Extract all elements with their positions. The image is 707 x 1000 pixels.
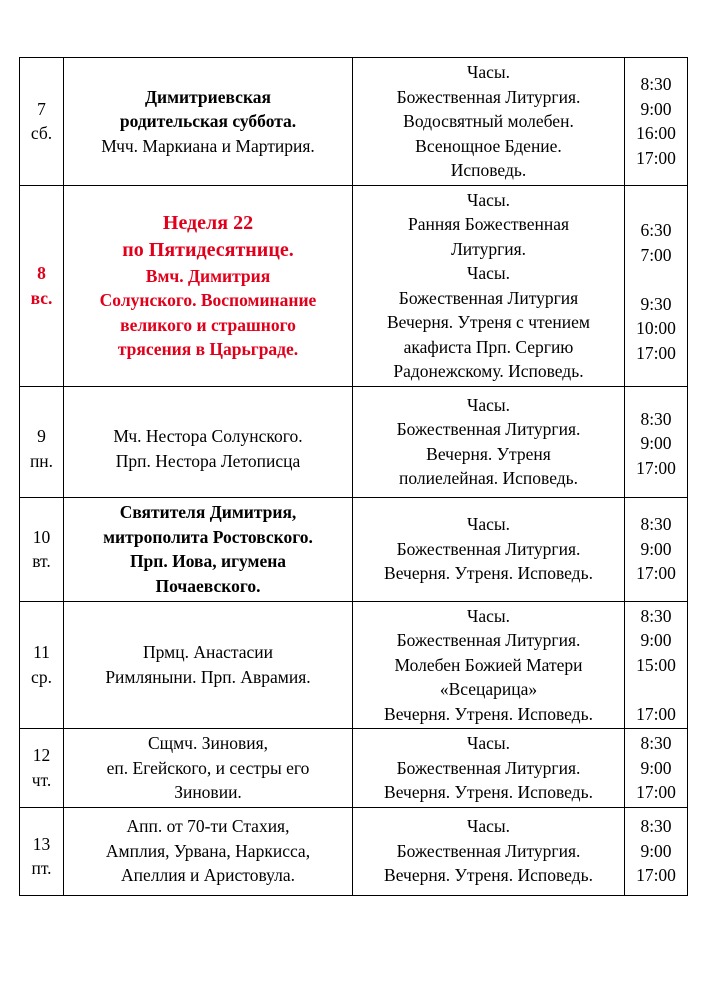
table-row: [20, 601, 688, 729]
day-number: 8: [37, 263, 46, 283]
service-line: Вечерня. Утреня с чтением: [387, 312, 590, 332]
time-line: 9:00: [640, 98, 672, 119]
time-line: 8:30: [640, 408, 672, 429]
weekday: ср.: [31, 666, 52, 687]
time-line: 10:00: [636, 318, 676, 338]
service-line: Вечерня. Утреня. Исповедь.: [384, 865, 593, 886]
time-line: 7:00: [640, 244, 672, 265]
time-line: 8:30: [640, 74, 672, 95]
table-row: [20, 729, 688, 808]
feast-line: Прп. Нестора Летописца: [115, 450, 301, 471]
feast-line: еп. Егейского, и сестры его: [106, 757, 310, 778]
services-cell: [353, 58, 625, 186]
date-cell: [20, 185, 64, 386]
feast-cell: [64, 497, 353, 601]
service-line: Часы.: [466, 733, 511, 753]
time-line: 9:00: [640, 538, 672, 559]
feast-line: великого и страшного: [120, 314, 296, 335]
time-line: 9:00: [640, 757, 672, 778]
feast-line: Почаевского.: [155, 575, 261, 596]
services-cell: [353, 807, 625, 895]
schedule-table: [19, 57, 688, 896]
weekday: вс.: [30, 287, 53, 308]
date-cell: [20, 386, 64, 497]
feast-line: Мч. Нестора Солунского.: [113, 426, 303, 446]
feast-line: Вмч. Димитрия: [145, 265, 271, 286]
feast-line: Солунского. Воспоминание: [99, 290, 317, 310]
service-line: Божественная Литургия.: [396, 538, 581, 559]
feast-line: Святителя Димитрия,: [119, 502, 297, 522]
time-line: 9:00: [640, 840, 672, 861]
time-line: 17:00: [636, 147, 676, 168]
table-row: [20, 58, 688, 186]
times-cell: [625, 601, 688, 729]
times-cell: [625, 185, 688, 386]
feast-cell: [64, 601, 353, 729]
service-line: Божественная Литургия.: [396, 757, 581, 778]
service-line: Часы.: [466, 263, 511, 283]
feast-cell: [64, 729, 353, 808]
feast-line: Димитриевская: [145, 86, 271, 107]
time-line: 16:00: [636, 123, 676, 144]
service-line: Часы.: [466, 816, 511, 837]
feast-line: Неделя 22: [162, 211, 254, 234]
time-line: 8:30: [640, 514, 672, 535]
services-cell: [353, 601, 625, 729]
date-cell: [20, 58, 64, 186]
service-line: Радонежскому. Исповедь.: [393, 361, 584, 381]
date-cell: [20, 729, 64, 808]
times-cell: [625, 807, 688, 895]
day-number: 9: [37, 426, 46, 446]
service-line: полиелейная. Исповедь.: [398, 468, 579, 488]
service-line: Вечерня. Утреня. Исповедь.: [384, 782, 593, 802]
service-line: Божественная Литургия.: [396, 630, 581, 650]
feast-line: Прмц. Анастасии: [143, 642, 273, 663]
feast-line: Прп. Иова, игумена: [129, 551, 287, 571]
day-number: 11: [33, 642, 50, 663]
services-cell: [353, 386, 625, 497]
service-line: Вечерня. Утреня. Исповедь.: [384, 703, 593, 724]
day-number: 7: [37, 98, 46, 119]
service-line: Молебен Божией Матери: [394, 654, 583, 675]
day-number: 12: [32, 745, 51, 766]
feast-line: родительская суббота.: [119, 111, 297, 131]
service-line: Божественная Литургия: [398, 287, 579, 308]
feast-cell: [64, 58, 353, 186]
weekday: вт.: [32, 551, 51, 571]
time-line: 17:00: [636, 782, 676, 802]
service-line: Водосвятный молебен.: [403, 111, 574, 131]
time-line: 17:00: [636, 457, 676, 478]
time-line: 9:30: [640, 293, 672, 314]
table-row: [20, 807, 688, 895]
service-line: Часы.: [466, 394, 511, 415]
times-cell: [625, 497, 688, 601]
service-line: Всенощное Бдение.: [415, 135, 562, 156]
services-cell: [353, 497, 625, 601]
weekday: пн.: [29, 450, 54, 471]
weekday: сб.: [30, 123, 53, 144]
feast-cell: [64, 386, 353, 497]
service-line: Божественная Литургия.: [396, 419, 581, 439]
table-row: [20, 185, 688, 386]
feast-line: митрополита Ростовского.: [103, 526, 313, 547]
service-line: Литургия.: [450, 238, 527, 259]
time-line: 6:30: [640, 220, 672, 240]
service-line: «Всецарица»: [439, 679, 538, 699]
feast-line: Зиновии.: [174, 782, 242, 802]
table-row: [20, 497, 688, 601]
feast-line: Апп. от 70-ти Стахия,: [126, 816, 290, 837]
time-line: 9:00: [640, 630, 672, 650]
feast-line: Мчч. Маркиана и Мартирия.: [101, 135, 315, 156]
feast-line: по Пятидесятнице.: [122, 238, 294, 261]
time-line: 17:00: [636, 342, 676, 363]
service-line: Часы.: [466, 514, 511, 535]
day-number: 13: [32, 833, 51, 854]
services-cell: [353, 729, 625, 808]
time-line: 8:30: [640, 816, 672, 837]
day-number: 10: [32, 526, 51, 547]
time-line: 9:00: [640, 433, 672, 454]
feast-line: Амплия, Урвана, Наркисса,: [105, 840, 311, 861]
times-cell: [625, 58, 688, 186]
service-line: Часы.: [466, 62, 511, 82]
time-line: 15:00: [636, 654, 676, 675]
feast-line: Сщмч. Зиновия,: [147, 733, 269, 753]
service-line: Часы.: [466, 189, 511, 210]
time-line: 17:00: [636, 865, 676, 886]
time-line: 8:30: [640, 605, 672, 626]
service-line: Часы.: [466, 605, 511, 626]
weekday: чт.: [31, 769, 52, 790]
service-line: Божественная Литургия.: [396, 86, 581, 107]
feast-cell: [64, 185, 353, 386]
table-row: [20, 386, 688, 497]
service-line: Вечерня. Утреня: [426, 443, 551, 464]
service-line: акафиста Прп. Сергию: [403, 336, 574, 357]
date-cell: [20, 601, 64, 729]
service-line: Вечерня. Утреня. Исповедь.: [384, 563, 593, 584]
service-line: Исповедь.: [450, 160, 527, 180]
services-cell: [353, 185, 625, 386]
service-line: Божественная Литургия.: [396, 840, 581, 861]
feast-line: Римляныни. Прп. Аврамия.: [105, 666, 311, 687]
date-cell: [20, 497, 64, 601]
feast-line: трясения в Царьграде.: [117, 339, 299, 359]
times-cell: [625, 729, 688, 808]
times-cell: [625, 386, 688, 497]
service-line: Ранняя Божественная: [407, 214, 570, 234]
time-line: 8:30: [640, 733, 672, 753]
feast-cell: [64, 807, 353, 895]
date-cell: [20, 807, 64, 895]
feast-line: Апеллия и Аристовула.: [121, 865, 295, 886]
weekday: пт.: [31, 858, 52, 878]
time-line: 17:00: [636, 703, 676, 724]
time-line: 17:00: [636, 563, 676, 584]
